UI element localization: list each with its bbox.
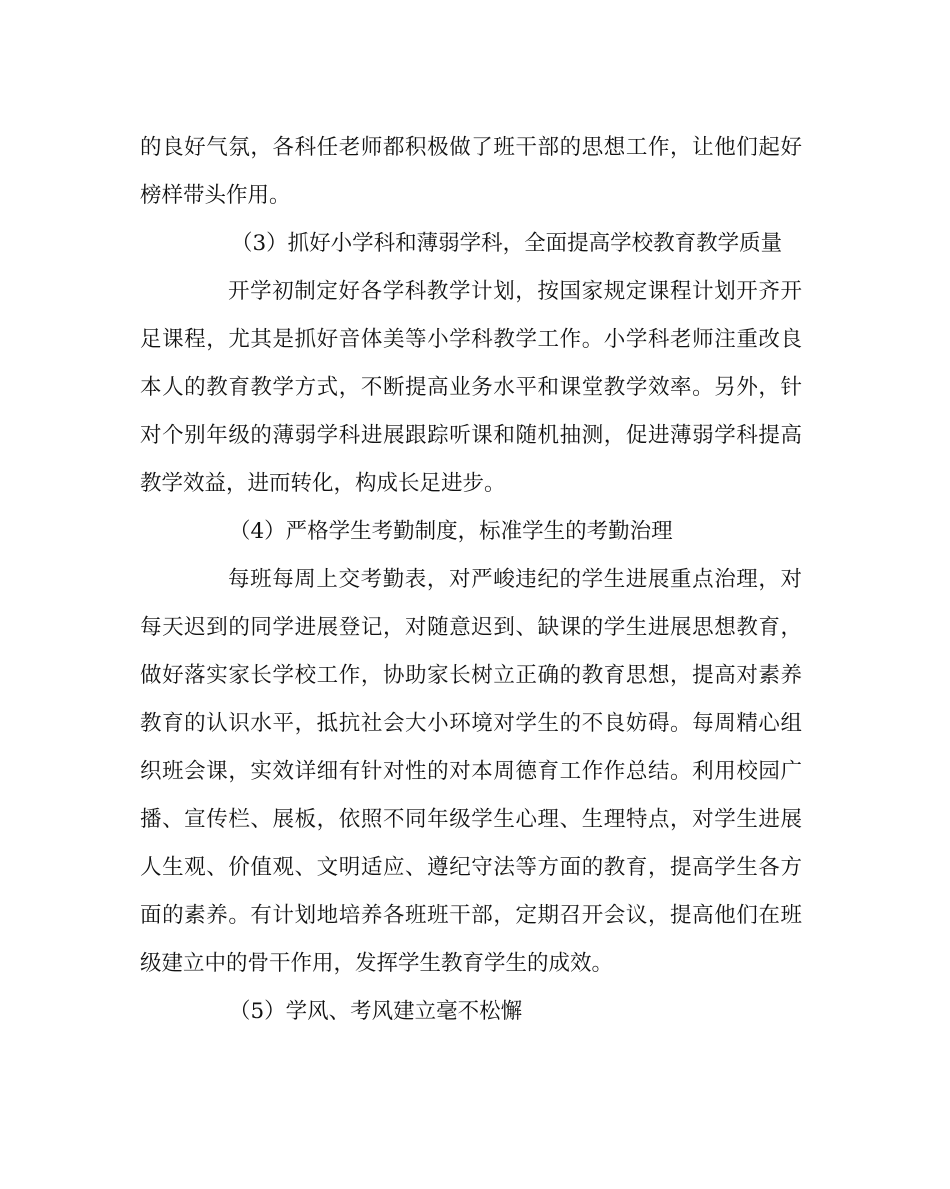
paragraph-attendance [140,556,802,988]
text-line: 榜样带头作用。 [140,183,291,208]
paragraph-minor-subjects [140,268,802,508]
text-line: 播、宣传栏、展板，依照不同年级学生心理、生理特点，对学生进展 [140,807,802,832]
text-line: 织班会课，实效详细有针对性的对本周德育工作作总结。利用校园广 [140,759,802,784]
paragraph-class-cadre [140,124,802,220]
text-line: 每天迟到的同学进展登记，对随意迟到、缺课的学生进展思想教育， [140,615,802,640]
text-line: 足课程，尤其是抓好音体美等小学科教学工作。小学科老师注重改良 [140,327,802,352]
text-line: 做好落实家长学校工作，协助家长树立正确的教育思想，提高对素养 [140,663,802,688]
section-heading-5: （5）学风、考风建立毫不松懈 [229,999,523,1024]
text-line: 的良好气氛，各科任老师都积极做了班干部的思想工作，让他们起好 [140,135,802,160]
text-line: 对个别年级的薄弱学科进展跟踪听课和随机抽测，促进薄弱学科提高 [140,423,802,448]
text-line: 教育的认识水平，抵抗社会大小环境对学生的不良妨碍。每周精心组 [140,711,802,736]
text-line: 每班每周上交考勤表，对严峻违纪的学生进展重点治理，对 [228,567,802,592]
section-heading-3: （3）抓好小学科和薄弱学科，全面提高学校教育教学质量 [231,231,783,256]
text-line: 教学效益，进而转化，构成长足进步。 [140,471,506,496]
section-heading-4: （4）严格学生考勤制度，标准学生的考勤治理 [229,519,673,544]
text-line: 级建立中的骨干作用，发挥学生教育学生的成效。 [140,951,614,976]
document-body [140,124,802,1036]
text-line: 人生观、价值观、文明适应、遵纪守法等方面的教育，提高学生各方 [140,855,802,880]
text-line: 面的素养。有计划地培养各班班干部，定期召开会议，提高他们在班 [140,903,802,928]
text-line: 本人的教育教学方式，不断提高业务水平和课堂教学效率。另外，针 [140,375,802,400]
text-line: 开学初制定好各学科教学计划，按国家规定课程计划开齐开 [228,279,802,304]
